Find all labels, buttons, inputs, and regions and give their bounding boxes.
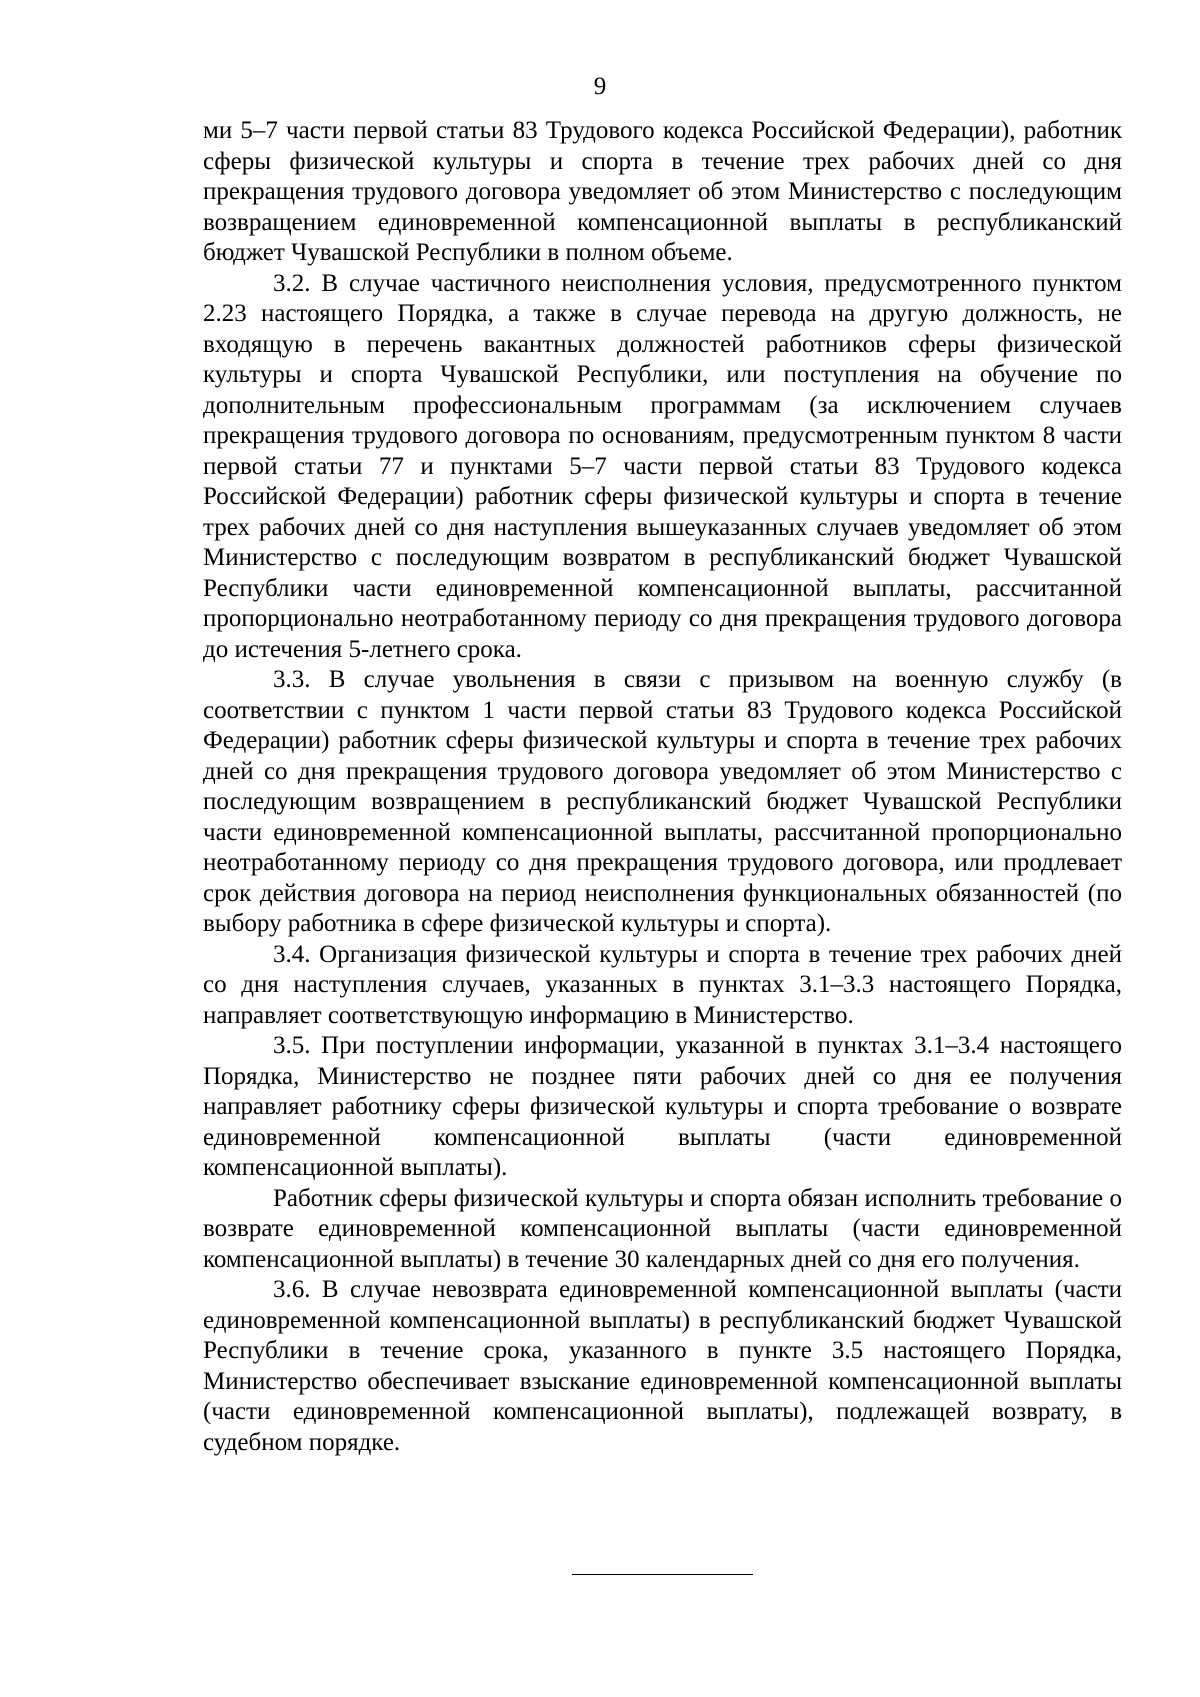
paragraph-3-3: 3.3. В случае увольнения в связи с призывом на военную службу (в соответствии с пунктом 1 части первой статьи 83 Трудового кодекса Российской Федерации) работник сферы физической культуры и спорта в течение трех рабочих дней со дня прекращения трудового договора уведомляет об этом Министерство с последующим возвращением в республиканский бюджет Чувашской Республики части единовременной компенсационной выплаты, рассчитанной пропорционально неотработанному периоду со дня прекращения трудового договора, или продлевает срок действия договора на период неисполнения функциональных обязанностей (по выбору работника в сфере физической культуры и спорта).	[203, 666, 1122, 937]
page-number: 9	[593, 73, 607, 100]
paragraph-3-5-obligation: Работник сферы физической культуры и спорта обязан исполнить требование о возврате единовременной компенсационной выплаты (части единовременной компенсационной выплаты) в течение 30 календарных дней со дня его получения.	[203, 1184, 1122, 1273]
paragraph-3-2: 3.2. В случае частичного неисполнения условия, предусмотренного пунктом 2.23 настоящего Порядка, а также в случае перевода на другую должность, не входящую в перечень вакантных должностей работников сферы физической культуры и спорта Чувашской Республики, или поступления на обучение по дополнительным профессиональным программам (за исключением случаев прекращения трудового договора по основаниям, предусмотренным пунктом 8 части первой статьи 77 и пунктами 5–7 части первой статьи 83 Трудового кодекса Российской Федерации) работник сферы физической культуры и спорта в течение трех рабочих дней со дня наступления вышеуказанных случаев уведомляет об этом Министерство с последующим возвратом в республиканский бюджет Чувашской Республики части единовременной компенсационной выплаты, рассчитанной пропорционально неотработанному периоду со дня прекращения трудового договора до истечения 5-летнего срока.	[203, 269, 1122, 663]
end-of-document-rule	[572, 1574, 753, 1575]
paragraph-3-5: 3.5. При поступлении информации, указанной в пунктах 3.1–3.4 настоящего Порядка, Министерство не позднее пяти рабочих дней со дня ее получения направляет работнику сферы физической культуры и спорта требование о возврате единовременной компенсационной выплаты (части единовременной компенсационной выплаты).	[203, 1032, 1122, 1181]
paragraph-continuation: ми 5–7 части первой статьи 83 Трудового кодекса Российской Федерации), работник сферы физической культуры и спорта в течение трех рабочих дней со дня прекращения трудового договора уведомляет об этом Министерство с последующим возвращением единовременной компенсационной выплаты в республиканский бюджет Чувашской Республики в полном объеме.	[203, 117, 1122, 266]
document-body	[203, 116, 1122, 1458]
paragraph-3-6: 3.6. В случае невозврата единовременной компенсационной выплаты (части единовременной компенсационной выплаты) в республиканский бюджет Чувашской Республики в течение срока, указанного в пункте 3.5 настоящего Порядка, Министерство обеспечивает взыскание единовременной компенсационной выплаты (части единовременной компенсационной выплаты), подлежащей возврату, в судебном порядке.	[203, 1276, 1122, 1456]
paragraph-3-4: 3.4. Организация физической культуры и спорта в течение трех рабочих дней со дня наступления случаев, указанных в пунктах 3.1–3.3 настоящего Порядка, направляет соответствующую информацию в Министерство.	[203, 940, 1122, 1029]
